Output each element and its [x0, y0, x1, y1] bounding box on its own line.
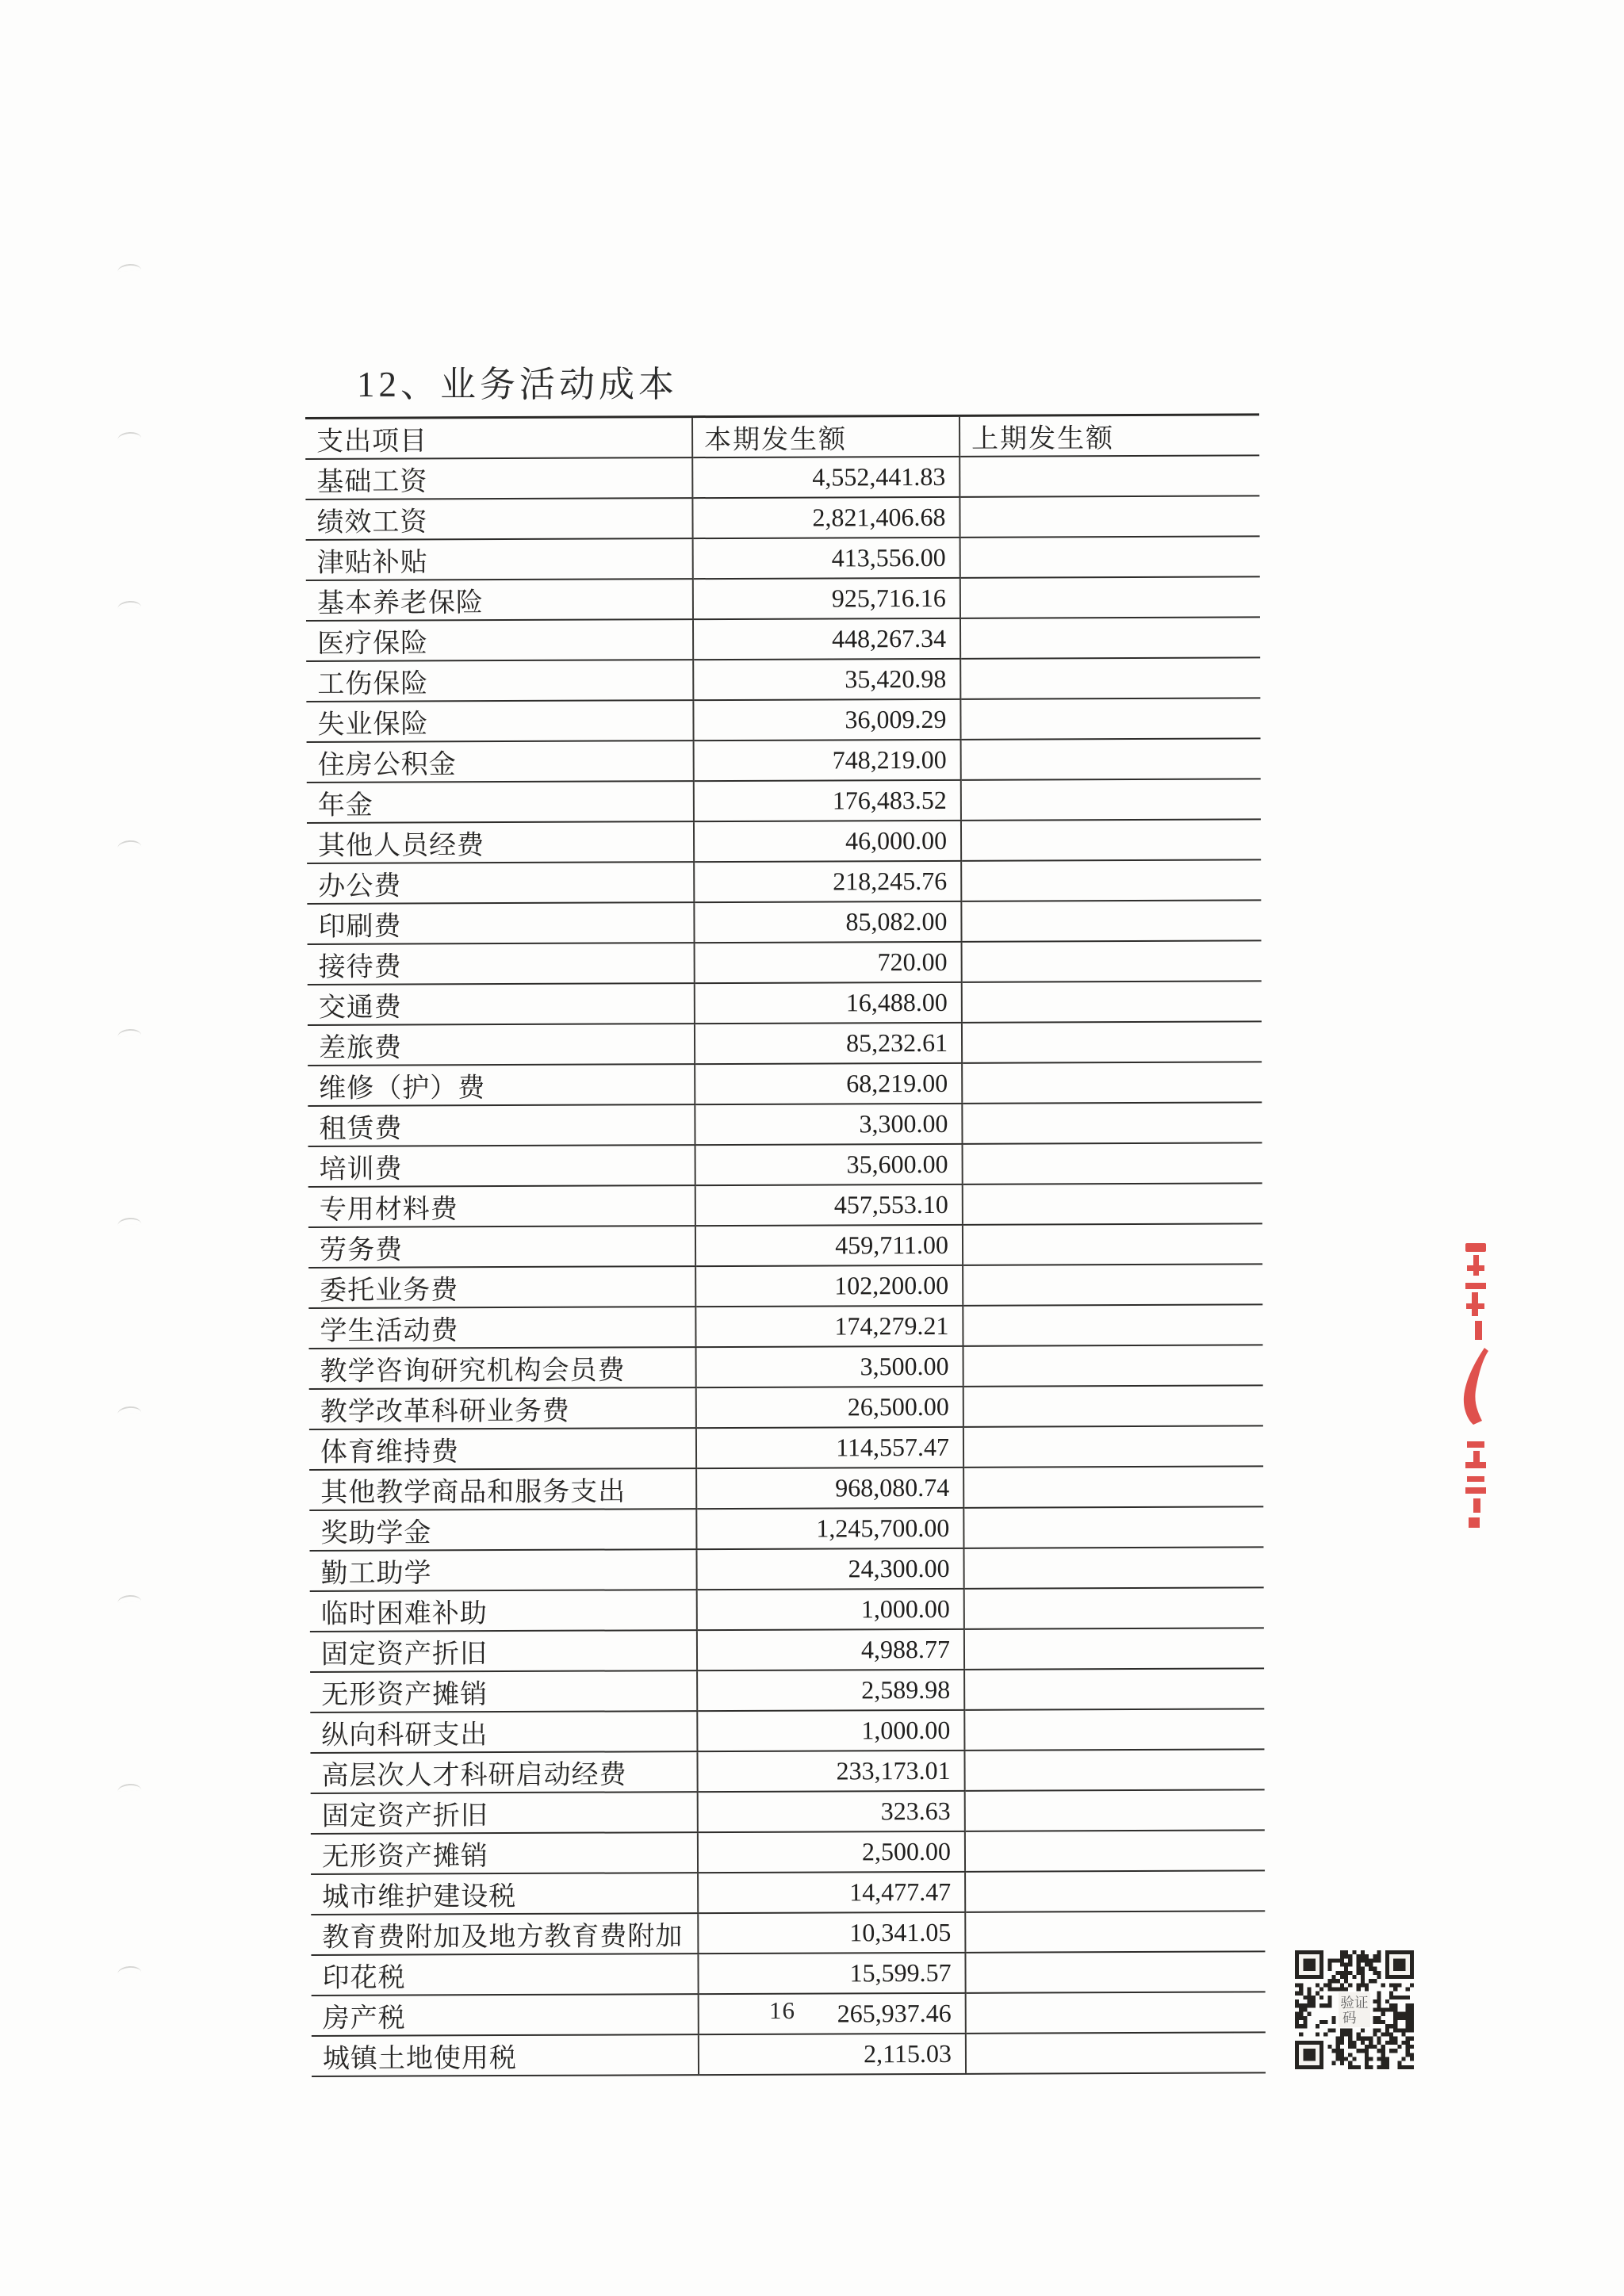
table-row: [305, 496, 1259, 540]
cell-current: 448,267.34: [693, 618, 960, 660]
expense-table-body: [305, 455, 1266, 2076]
table-row: [307, 900, 1261, 944]
cell-prior: [962, 1102, 1262, 1143]
cell-prior: [959, 455, 1259, 496]
table-row: [311, 1830, 1265, 1874]
table-row: [307, 819, 1261, 863]
red-stamp-fragment: [1461, 1348, 1489, 1425]
cell-item: 房产税: [312, 1994, 699, 2036]
cell-prior: [960, 698, 1260, 739]
cell-item: 工伤保险: [306, 660, 693, 702]
cell-item: 高层次人才科研启动经费: [310, 1751, 697, 1793]
cell-prior: [961, 900, 1261, 941]
cell-prior: [960, 576, 1260, 618]
scan-mark: [117, 1217, 142, 1226]
cell-prior: [965, 1911, 1265, 1952]
cell-current: 1,000.00: [697, 1710, 964, 1751]
table-row: [309, 1506, 1263, 1551]
table-row: [311, 1951, 1265, 1996]
qr-center-label-line1: 验证: [1340, 1994, 1369, 2011]
cell-current: 4,552,441.83: [692, 457, 959, 498]
scan-mark: [117, 431, 142, 440]
cell-prior: [961, 819, 1261, 860]
cell-item: 固定资产折旧: [310, 1630, 697, 1672]
cell-current: 14,477.47: [698, 1872, 965, 1913]
table-row: [308, 1142, 1262, 1187]
cell-item: 教学改革科研业务费: [309, 1387, 696, 1429]
cell-prior: [964, 1587, 1264, 1628]
scan-mark: [117, 1965, 142, 1974]
cell-current: 36,009.29: [693, 699, 960, 740]
cell-item: 交通费: [308, 983, 695, 1025]
cell-item: 城市维护建设税: [311, 1873, 698, 1915]
cell-item: 住房公积金: [307, 740, 694, 783]
cell-prior: [965, 1951, 1265, 1992]
cell-item: 其他教学商品和服务支出: [309, 1468, 696, 1510]
cell-current: 2,500.00: [698, 1831, 965, 1873]
cell-prior: [965, 1789, 1265, 1831]
cell-current: 10,341.05: [698, 1912, 965, 1954]
cell-prior: [964, 1749, 1264, 1790]
cell-prior: [963, 1506, 1263, 1548]
cell-current: 16,488.00: [695, 982, 962, 1024]
cell-prior: [960, 617, 1260, 658]
cell-item: 差旅费: [308, 1024, 695, 1066]
table-row: [310, 1749, 1264, 1793]
cell-prior: [961, 859, 1261, 901]
table-row: [306, 657, 1260, 702]
cell-item: 津贴补贴: [306, 538, 693, 580]
cell-item: 绩效工资: [305, 498, 692, 540]
table-row: [311, 1789, 1265, 1834]
red-stamp-fragment: [1464, 1242, 1489, 1341]
cell-prior: [962, 1062, 1262, 1103]
table-row: [307, 738, 1261, 783]
table-row: [311, 1911, 1265, 1955]
table-row: [306, 536, 1260, 580]
cell-item: 维修（护）费: [308, 1064, 695, 1106]
cell-prior: [963, 1385, 1263, 1426]
scan-mark: [117, 1406, 142, 1414]
cell-current: 3,300.00: [695, 1104, 962, 1145]
cell-current: 85,232.61: [695, 1023, 962, 1064]
column-header-current: 本期发生额: [692, 415, 959, 457]
table-row: [310, 1628, 1264, 1672]
cell-item: 接待费: [308, 943, 695, 985]
cell-prior: [963, 1223, 1262, 1265]
cell-current: 114,557.47: [696, 1427, 963, 1468]
scan-mark: [117, 600, 142, 609]
cell-item: 培训费: [308, 1145, 695, 1187]
cell-item: 基础工资: [305, 457, 692, 499]
table-row: [310, 1668, 1264, 1712]
cell-item: 医疗保险: [306, 619, 693, 661]
cell-item: 无形资产摊销: [310, 1670, 697, 1712]
cell-prior: [963, 1547, 1263, 1588]
table-row: [309, 1345, 1263, 1389]
cell-item: 奖助学金: [309, 1509, 696, 1551]
cell-current: 1,245,700.00: [696, 1508, 963, 1549]
cell-prior: [961, 738, 1261, 779]
cell-current: 102,200.00: [695, 1265, 963, 1307]
cell-item: 办公费: [307, 862, 694, 904]
column-header-item: 支出项目: [305, 417, 692, 459]
cell-current: 2,821,406.68: [692, 497, 959, 538]
table-row: [311, 1870, 1265, 1915]
cell-current: 748,219.00: [694, 740, 961, 781]
table-row: [309, 1547, 1263, 1591]
cell-current: 323.63: [698, 1791, 965, 1832]
qr-center-logo: [1339, 1992, 1370, 2027]
cell-current: 2,589.98: [697, 1670, 964, 1711]
cell-current: 925,716.16: [693, 578, 960, 619]
table-row: [308, 1102, 1262, 1146]
cell-item: 印花税: [311, 1954, 698, 1996]
cell-current: 68,219.00: [695, 1063, 962, 1104]
cell-current: 176,483.52: [694, 780, 961, 821]
cell-prior: [962, 1021, 1262, 1062]
table-row: [312, 2032, 1266, 2076]
table-row: [308, 940, 1262, 985]
cell-item: 委托业务费: [308, 1266, 695, 1308]
scan-mark: [117, 263, 142, 272]
table-row: [309, 1385, 1263, 1429]
cell-current: 233,173.01: [697, 1751, 964, 1792]
scan-mark: [117, 840, 142, 848]
red-stamp-fragment: [1464, 1441, 1489, 1530]
cell-current: 720.00: [695, 942, 962, 983]
cell-prior: [963, 1183, 1262, 1224]
table-header-row: [305, 415, 1259, 459]
cell-current: 3,500.00: [696, 1346, 963, 1387]
expense-table: [305, 413, 1266, 2077]
table-row: [306, 617, 1260, 661]
cell-prior: [959, 496, 1259, 537]
cell-prior: [966, 2032, 1266, 2073]
cell-prior: [964, 1668, 1264, 1709]
table-row: [305, 455, 1259, 499]
table-row: [306, 576, 1260, 621]
cell-item: 印刷费: [307, 902, 694, 944]
table-row: [310, 1709, 1264, 1753]
cell-prior: [961, 779, 1261, 820]
cell-item: 体育维持费: [309, 1428, 696, 1470]
cell-prior: [963, 1345, 1263, 1386]
cell-item: 无形资产摊销: [311, 1832, 698, 1874]
cell-item: 教学咨询研究机构会员费: [309, 1347, 696, 1389]
cell-item: 城镇土地使用税: [312, 2034, 699, 2076]
scan-mark: [117, 1783, 142, 1792]
scan-mark: [117, 1028, 142, 1037]
cell-current: 26,500.00: [696, 1387, 963, 1428]
qr-code: [1293, 1950, 1416, 2069]
cell-current: 35,600.00: [695, 1144, 963, 1185]
cell-current: 4,988.77: [697, 1629, 964, 1670]
cell-prior: [965, 1830, 1265, 1871]
cell-current: 35,420.98: [693, 659, 960, 700]
cell-current: 457,553.10: [695, 1184, 963, 1226]
cell-prior: [963, 1425, 1263, 1467]
table-row: [309, 1425, 1263, 1470]
cell-prior: [960, 657, 1260, 698]
cell-current: 1,000.00: [697, 1589, 964, 1630]
cell-current: 413,556.00: [693, 538, 960, 579]
cell-item: 固定资产折旧: [311, 1792, 698, 1834]
table-row: [308, 1223, 1262, 1268]
cell-prior: [962, 940, 1262, 982]
table-row: [308, 1264, 1262, 1308]
scan-mark: [117, 1594, 142, 1603]
cell-current: 265,937.46: [699, 1993, 966, 2034]
cell-item: 纵向科研支出: [310, 1711, 697, 1753]
page-number: 16: [769, 1996, 795, 2024]
table-row: [307, 859, 1261, 904]
cell-current: 459,711.00: [695, 1225, 963, 1266]
table-row: [306, 698, 1260, 742]
cell-prior: [965, 1870, 1265, 1911]
cell-item: 失业保险: [306, 700, 693, 742]
cell-item: 学生活动费: [308, 1307, 695, 1349]
qr-center-label-line2: 码: [1342, 2010, 1357, 2026]
cell-current: 968,080.74: [696, 1468, 963, 1509]
cell-item: 教育费附加及地方教育费附加: [311, 1913, 698, 1955]
table-row: [308, 1183, 1262, 1227]
cell-item: 其他人员经费: [307, 821, 694, 863]
cell-current: 46,000.00: [694, 821, 961, 862]
cell-item: 基本养老保险: [306, 579, 693, 621]
cell-item: 专用材料费: [308, 1185, 695, 1227]
cell-prior: [964, 1628, 1264, 1669]
cell-current: 218,245.76: [694, 861, 961, 902]
cell-prior: [963, 1304, 1262, 1345]
table-row: [309, 1466, 1263, 1510]
table-row: [308, 1304, 1262, 1349]
section-title: 12、业务活动成本: [357, 365, 679, 404]
cell-prior: [963, 1142, 1262, 1184]
column-header-prior: 上期发生额: [959, 415, 1259, 457]
cell-current: 15,599.57: [698, 1953, 965, 1994]
cell-current: 24,300.00: [696, 1548, 963, 1590]
cell-item: 劳务费: [308, 1226, 695, 1268]
cell-prior: [963, 1264, 1262, 1305]
cell-item: 租赁费: [308, 1104, 695, 1146]
cell-item: 勤工助学: [309, 1549, 696, 1591]
table-row: [308, 1021, 1262, 1066]
table-row: [308, 1062, 1262, 1106]
cell-prior: [962, 981, 1262, 1022]
cell-prior: [960, 536, 1260, 577]
cell-current: 85,082.00: [694, 901, 961, 943]
cell-current: 174,279.21: [695, 1306, 963, 1347]
table-row: [308, 981, 1262, 1025]
table-row: [310, 1587, 1264, 1632]
cell-prior: [963, 1466, 1263, 1507]
cell-item: 年金: [307, 781, 694, 823]
cell-item: 临时困难补助: [310, 1590, 697, 1632]
table-row: [307, 779, 1261, 823]
cell-current: 2,115.03: [699, 2034, 966, 2075]
cell-prior: [964, 1709, 1264, 1750]
